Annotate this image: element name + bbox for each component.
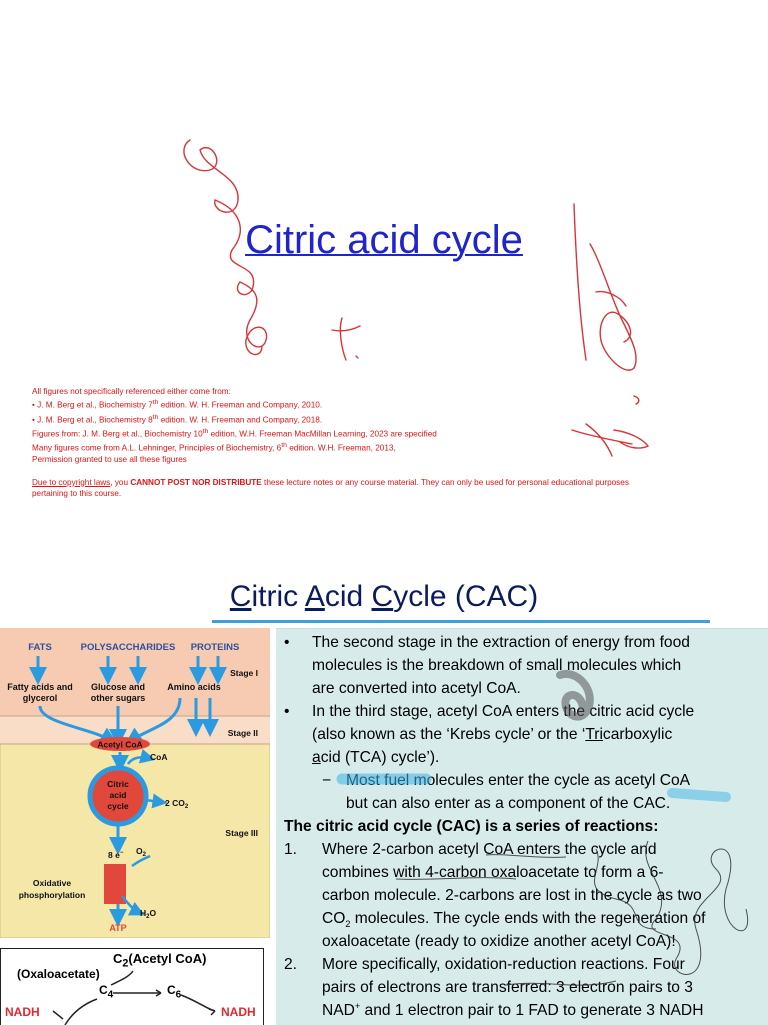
title-divider bbox=[212, 620, 710, 623]
nadh-left: NADH bbox=[5, 1005, 40, 1019]
copyright-warning-line2: pertaining to this course. bbox=[32, 489, 122, 499]
notes-line: • J. M. Berg et al., Biochemistry 7th edition. W. H. Freeman and Company, 2010. bbox=[32, 399, 323, 411]
stage-2-label: Stage II bbox=[227, 728, 258, 738]
co2-label: 2 $CO_2$ bbox=[165, 798, 189, 810]
slide-title-heading: Citric acid cycle bbox=[245, 218, 523, 262]
h2o-label: $H_2O$ bbox=[140, 908, 157, 920]
copyright-warning: Due to copyright laws, you CANNOT POST NOR DISTRIBUTE these lecture notes or any course material. They can only be used for personal educational purposes bbox=[32, 477, 629, 487]
cac-cycle-figure: $C_2(Acetyl$ CoA) (Oxaloacetate) $C_4$ $C_6$ NADH NADH bbox=[0, 948, 264, 1025]
svg-text:acid: acid bbox=[109, 790, 127, 800]
energy-stages-figure bbox=[0, 628, 270, 938]
cac-explanation-box: • The second stage in the extraction of energy from food molecules is the breakdown of small molecules which are converted into acetyl CoA. • In the third stage, acetyl CoA enters the citric acid cycle (also known as the ‘Krebs cycle’ or the ‘Tricarboxylic acid (TCA) cycle’). − Most fuel molecules enter the cycle as acetyl CoA but can also enter as a component of the CAC. The citric acid cycle (CAC) is a series of reactions: 1. Where 2-carbon acetyl CoA enters the cycle and combines with 4-carbon oxaloacetate to form a 6- carbon molecule. 2-carbons are lost in the cycle as two $CO_2$ molecules. The cycle ends with the regeneration of oxaloacetate (ready to oxidize another acetyl CoA)! 2. More specifically, oxidation-reduction reactions. Four pairs of electrons are transferred: 3 electron pairs to 3 NAD+ and 1 electron pair to 1 FAD to generate 3 NADH bbox=[276, 628, 768, 1025]
unit-fatty-acids: Fatty acids and bbox=[7, 682, 73, 692]
oxphos-label-2: phosphorylation bbox=[18, 890, 86, 900]
handwritten-ink-overlay bbox=[276, 629, 768, 1025]
atp-label: ATP bbox=[109, 923, 127, 933]
unit-glycerol: glycerol bbox=[22, 693, 58, 703]
cac-heading: The citric acid cycle (CAC) is a series of reactions: bbox=[284, 818, 659, 835]
unit-amino-acids: Amino acids bbox=[167, 682, 221, 692]
unit-other-sugars: other sugars bbox=[90, 693, 146, 703]
source-fats: FATS bbox=[28, 642, 52, 653]
notes-line: Figures from: J. M. Berg et al., Biochemistry 10th edition, W.H. Freeman MacMillan Learning, 2023 are specified bbox=[32, 427, 437, 439]
notes-line: Permission granted to use all these figures bbox=[32, 454, 187, 464]
cycle-arrows bbox=[1, 949, 263, 1025]
source-proteins: PROTEINS bbox=[190, 642, 240, 653]
coa-label: CoA bbox=[150, 752, 168, 762]
svg-text:cycle: cycle bbox=[107, 801, 129, 811]
notes-line: Many figures come from A.L. Lehninger, Principles of Biochemistry, 6th edition. W.H. Freeman, 2013, bbox=[32, 441, 396, 453]
svg-text:Citric: Citric bbox=[107, 779, 129, 789]
bullet-dot: • bbox=[284, 703, 290, 720]
slide2-title: Citric Acid Cycle (CAC) bbox=[229, 580, 539, 613]
notes-line: • J. M. Berg et al., Biochemistry 8th edition. W. H. Freeman and Company, 2018. bbox=[32, 413, 323, 425]
acetyl-coa-label: Acetyl CoA bbox=[97, 739, 143, 750]
stage-1-label: Stage I bbox=[230, 668, 258, 678]
o2-label: $O_2$ bbox=[136, 846, 146, 858]
oxphos-label-1: Oxidative bbox=[32, 878, 72, 888]
bullet-dot: • bbox=[284, 634, 290, 651]
nadh-right: NADH bbox=[221, 1005, 256, 1019]
stage-3-label: Stage III bbox=[225, 828, 258, 838]
unit-glucose: Glucose and bbox=[90, 682, 146, 692]
electrons-label: 8 e− bbox=[108, 850, 124, 860]
source-polysaccharides: POLYSACCHARIDES bbox=[80, 642, 176, 653]
dash-marker: − bbox=[322, 772, 332, 789]
notes-line: All figures not specifically referenced either come from: bbox=[32, 387, 231, 396]
